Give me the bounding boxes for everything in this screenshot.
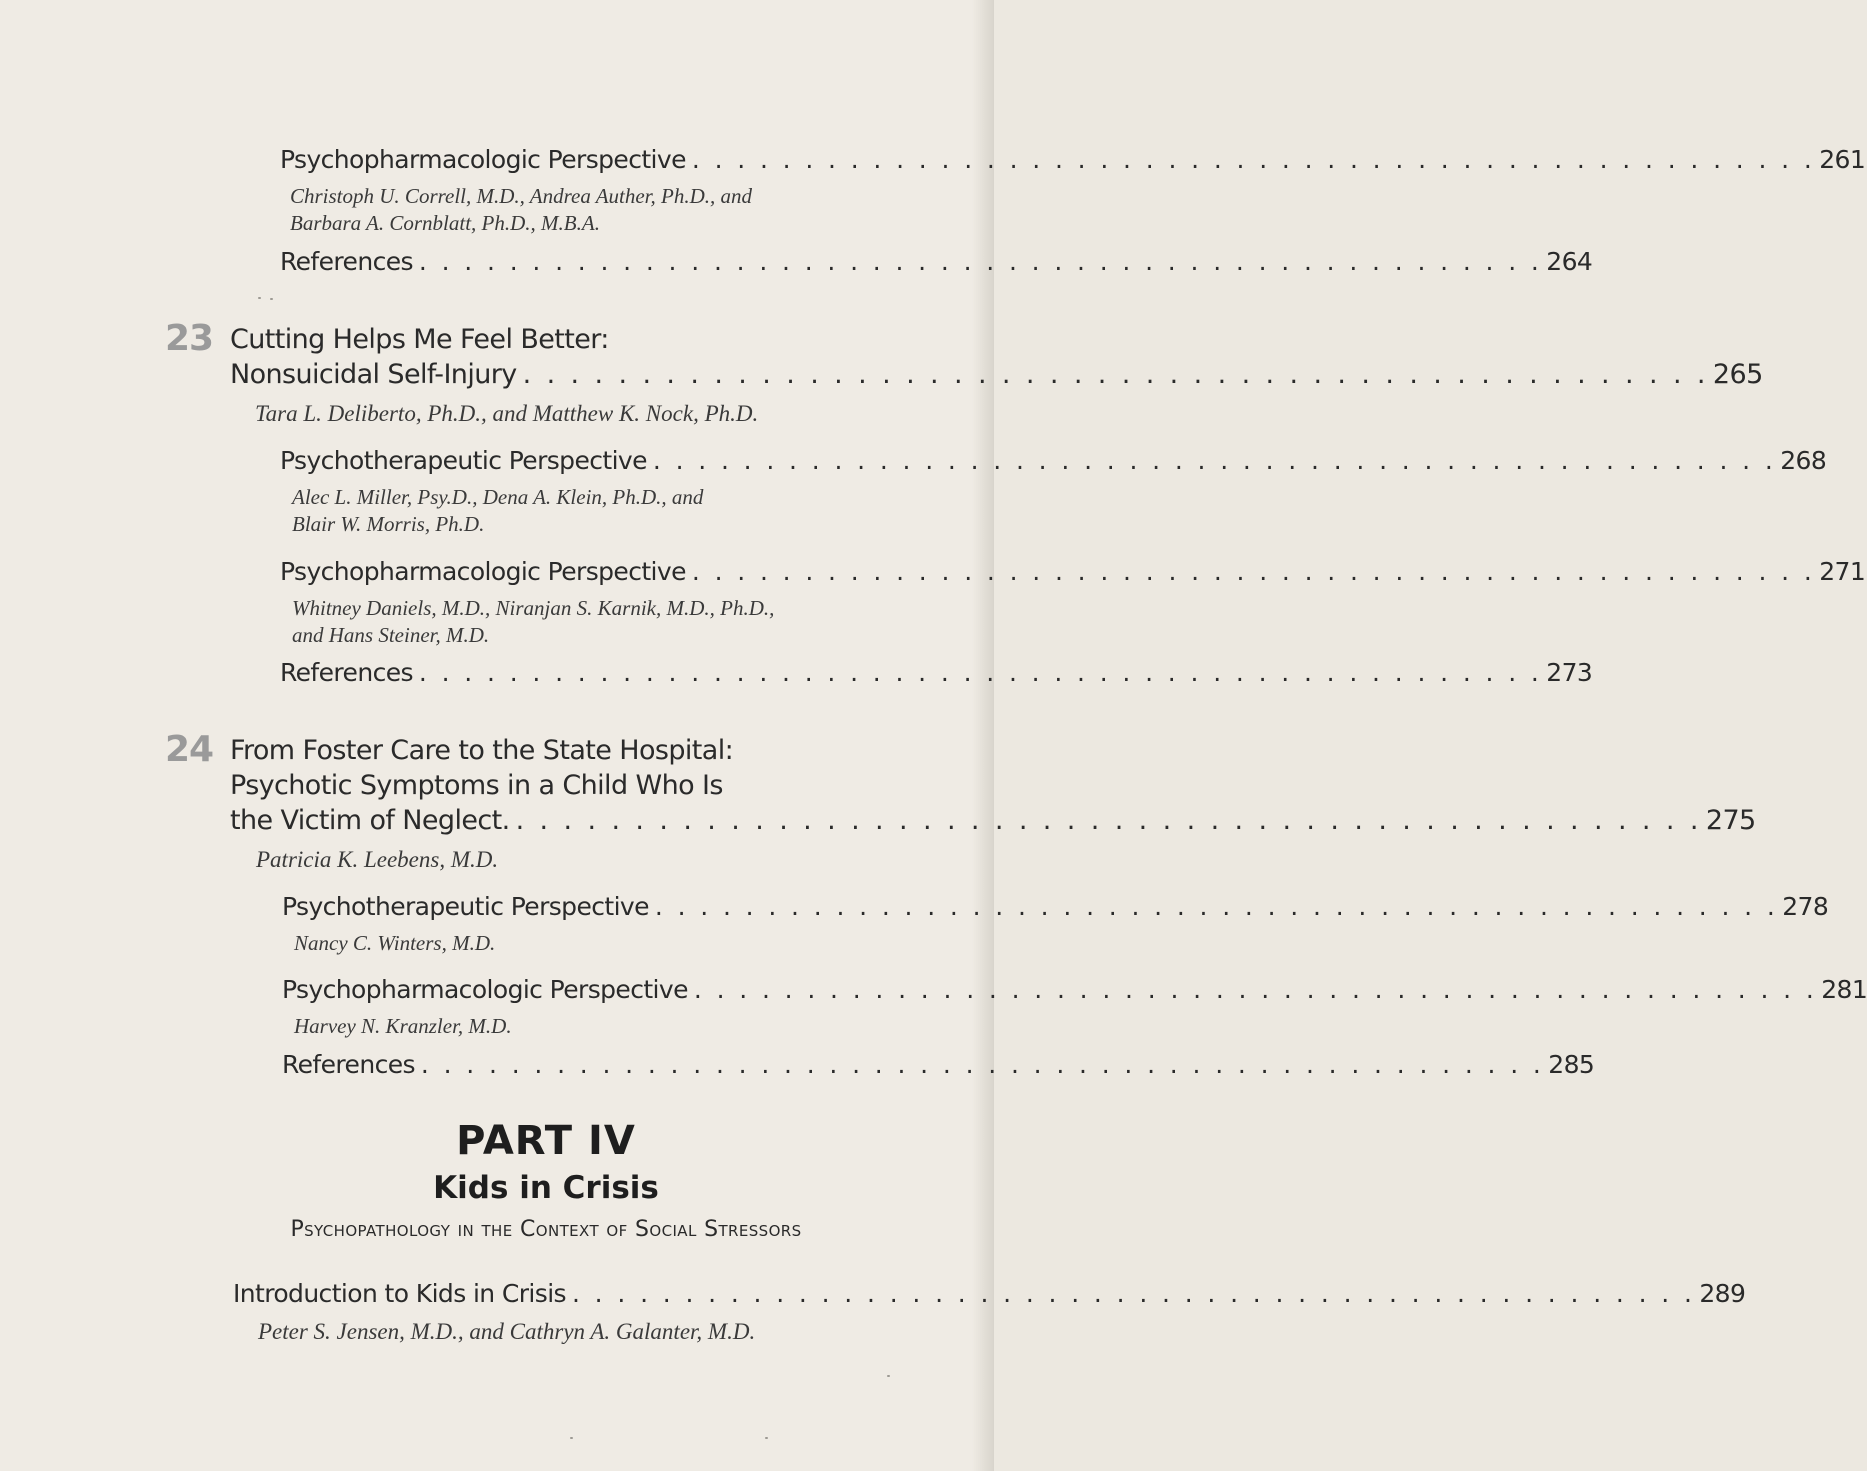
entry-authors: Christoph U. Correll, M.D., Andrea Auther, Ph.D., and [290,184,753,208]
entry-authors: Whitney Daniels, M.D., Niranjan S. Karnik, M.D., Ph.D., [292,596,775,620]
entry-authors: Peter S. Jensen, M.D., and Cathryn A. Galanter, M.D. [258,1319,756,1344]
toc-entry-psychotherapeutic-268 [280,444,1827,478]
page-number: 273 [1546,658,1593,687]
part-title: Kids in Crisis [433,1170,659,1206]
chapter-title-text: the Victim of Neglect. [230,805,510,836]
part-label: PART IV [456,1118,636,1164]
entry-title: References [282,1050,415,1079]
chapter-title-line-with-page [230,803,1756,839]
dot-leader: . . . . . . . . . . . . . . . . . . . . . . . . . . . . . . . . . . . . . . . . . . . . . . . . . . [654,892,1779,921]
dot-leader: . . . . . . . . . . . . . . . . . . . . . . . . . . . . . . . . . . . . . . . . . . . . . . . . . . [691,145,1816,174]
page-number: 278 [1782,892,1829,921]
page-number: 285 [1548,1050,1595,1079]
page-number: 271 [1819,557,1866,586]
page-number: 265 [1712,359,1763,390]
entry-title: Psychotherapeutic Perspective [280,446,647,475]
entry-authors: and Hans Steiner, M.D. [292,623,490,647]
print-speck [258,297,261,299]
dot-leader: . . . . . . . . . . . . . . . . . . . . . . . . . . . . . . . . . . . . . . . . . . . . . . . . . . [571,1279,1696,1308]
entry-title: Psychopharmacologic Perspective [280,145,686,174]
dot-leader: . . . . . . . . . . . . . . . . . . . . . . . . . . . . . . . . . . . . . . . . . . . . . . . . . . [420,1050,1545,1079]
dot-leader: . . . . . . . . . . . . . . . . . . . . . . . . . . . . . . . . . . . . . . . . . . . . . . . . . . [522,359,1709,390]
chapter-authors: Tara L. Deliberto, Ph.D., and Matthew K. Nock, Ph.D. [255,401,759,426]
page-number: 275 [1705,805,1756,836]
toc-entry-references-264 [280,245,1593,279]
dot-leader: . . . . . . . . . . . . . . . . . . . . . . . . . . . . . . . . . . . . . . . . . . . . . . . . . . [652,446,1777,475]
dot-leader: . . . . . . . . . . . . . . . . . . . . . . . . . . . . . . . . . . . . . . . . . . . . . . . . . . [691,557,1816,586]
print-speck [270,298,273,300]
chapter-title-line: Psychotic Symptoms in a Child Who Is [230,770,723,801]
chapter-title-line: From Foster Care to the State Hospital: [230,735,734,766]
entry-title: Psychotherapeutic Perspective [282,892,649,921]
part-subtitle: Psychopathology in the Context of Social Stressors [290,1217,802,1242]
print-speck [765,1437,768,1439]
toc-entry-references-273 [280,656,1593,690]
entry-title: Psychopharmacologic Perspective [280,557,686,586]
entry-authors: Harvey N. Kranzler, M.D. [294,1014,512,1038]
chapter-number: 23 [165,318,214,359]
toc-entry-references-285 [282,1048,1595,1082]
toc-entry-psychopharmacologic-271 [280,555,1866,589]
entry-authors: Blair W. Morris, Ph.D. [292,512,485,536]
chapter-title-line-with-page [230,357,1763,393]
dot-leader: . . . . . . . . . . . . . . . . . . . . . . . . . . . . . . . . . . . . . . . . . . . . . . . . . . [418,658,1543,687]
chapter-number: 24 [165,729,214,770]
page-number: 264 [1546,247,1593,276]
chapter-authors: Patricia K. Leebens, M.D. [256,847,499,872]
entry-title: References [280,658,413,687]
page-edge-shadow [972,0,994,1471]
entry-title: Introduction to Kids in Crisis [233,1279,566,1308]
chapter-title-text: Nonsuicidal Self-Injury [230,359,517,390]
toc-entry-psychotherapeutic-278 [282,890,1829,924]
dot-leader: . . . . . . . . . . . . . . . . . . . . . . . . . . . . . . . . . . . . . . . . . . . . . . . . . . [515,805,1702,836]
entry-authors: Barbara A. Cornblatt, Ph.D., M.B.A. [290,211,600,235]
entry-title: Psychopharmacologic Perspective [282,975,688,1004]
dot-leader: . . . . . . . . . . . . . . . . . . . . . . . . . . . . . . . . . . . . . . . . . . . . . . . . . . [418,247,1543,276]
toc-entry-psychopharmacologic-261 [280,143,1866,177]
dot-leader: . . . . . . . . . . . . . . . . . . . . . . . . . . . . . . . . . . . . . . . . . . . . . . . . . . [693,975,1818,1004]
page-number: 289 [1699,1279,1746,1308]
print-speck [570,1437,573,1439]
toc-entry-introduction-289 [233,1277,1746,1311]
entry-authors: Alec L. Miller, Psy.D., Dena A. Klein, Ph.D., and [292,485,704,509]
entry-authors: Nancy C. Winters, M.D. [294,931,496,955]
print-speck [887,1375,890,1377]
toc-entry-psychopharmacologic-281 [282,973,1867,1007]
page-number: 261 [1819,145,1866,174]
page-number: 268 [1780,446,1827,475]
entry-title: References [280,247,413,276]
chapter-title-line: Cutting Helps Me Feel Better: [230,324,609,355]
page-number: 281 [1821,975,1867,1004]
